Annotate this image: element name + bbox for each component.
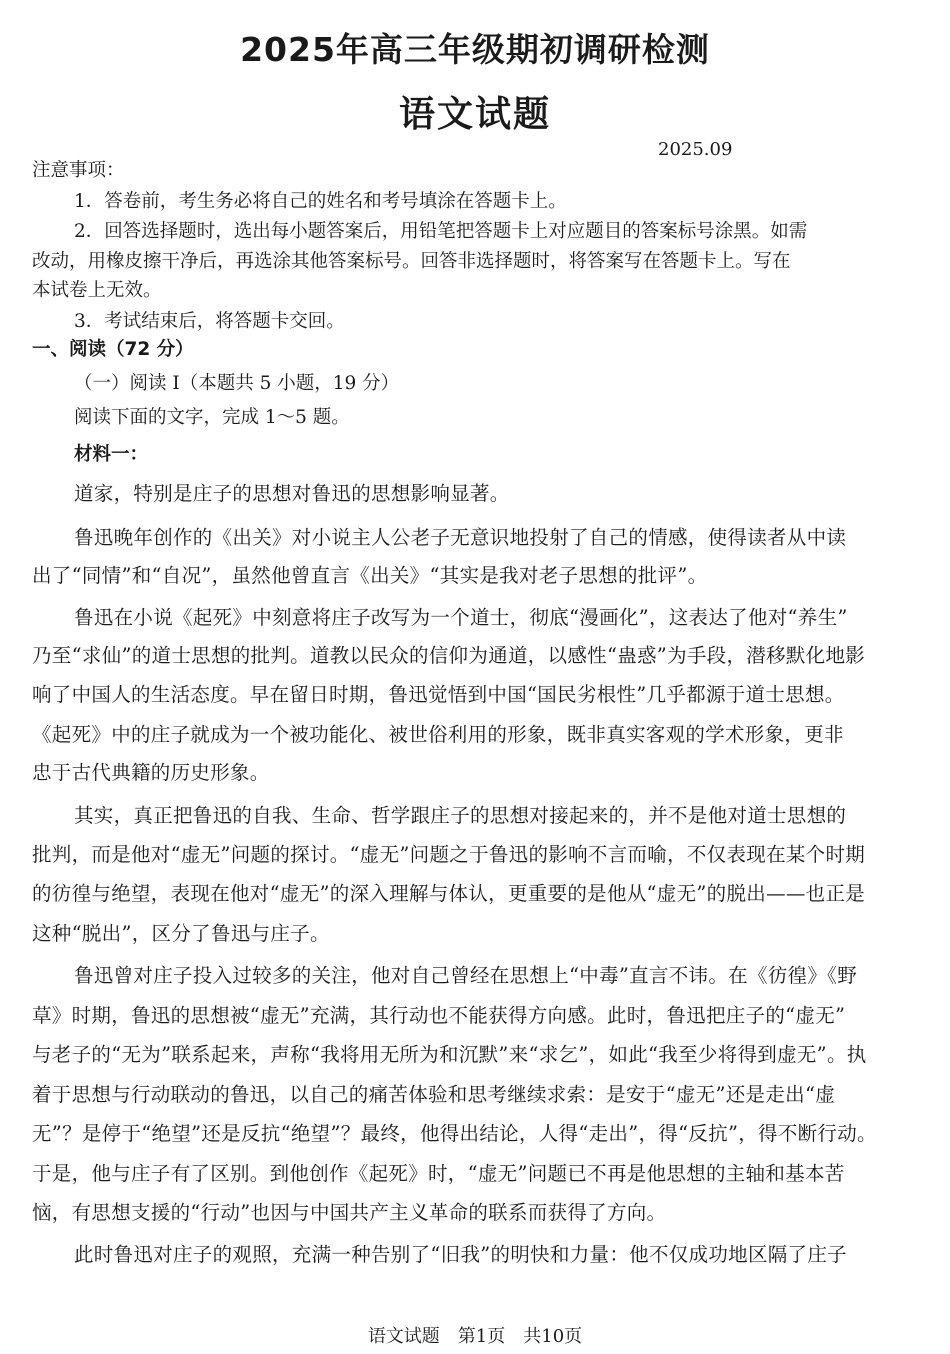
notice-heading: 注意事项：: [32, 160, 125, 181]
passage-line: 与老子的“无为”联系起来，声称“我将用无所为和沉默”来“求乞”，如此“我至少将得到虚无”。执: [32, 1043, 867, 1066]
subject-title: 语文试题: [398, 94, 551, 135]
exam-date: 2025.09: [658, 139, 733, 160]
passage-line: 此时鲁迅对庄子的观照，充满一种告别了“旧我”的明快和力量：他不仅成功地区隔了庄子: [74, 1243, 847, 1266]
section-subheading: （一）阅读 I（本题共 5 小题，19 分）: [74, 373, 400, 394]
passage-line: 恼，有思想支援的“行动”也因与中国共产主义革命的联系而获得了方向。: [32, 1201, 667, 1224]
passage-line: 鲁迅在小说《起死》中刻意将庄子改写为一个道士，彻底“漫画化”，这表达了他对“养生”: [74, 606, 848, 629]
passage-line: 的彷徨与绝望，表现在他对“虚无”的深入理解与体认，更重要的是他从“虚无”的脱出——也正是: [32, 882, 866, 905]
notice-line: 改动，用橡皮擦干净后，再选涂其他答案标号。回答非选择题时，将答案写在答题卡上。写在: [32, 251, 791, 272]
passage-line: 出了“同情”和“自况”，虽然他曾直言《出关》“其实是我对老子思想的批评”。: [32, 564, 708, 587]
passage-line: 无”？是停于“绝望”还是反抗“绝望”？最终，他得出结论，人得“走出”，得“反抗”，得不断行动。: [32, 1122, 877, 1145]
reading-instruction: 阅读下面的文字，完成 1～5 题。: [74, 407, 350, 428]
passage-line: 道家，特别是庄子的思想对鲁迅的思想影响显著。: [74, 482, 510, 505]
page-footer: 语文试题 第1页 共10页: [367, 1326, 583, 1347]
passage-line: 鲁迅曾对庄子投入过较多的关注，他对自己曾经在思想上“中毒”直言不讳。在《彷徨》《野: [74, 964, 857, 987]
exam-title: 2025年高三年级期初调研检测: [240, 30, 710, 69]
passage-line: 这种“脱出”，区分了鲁迅与庄子。: [32, 922, 330, 945]
notice-line: 2．回答选择题时，选出每小题答案后，用铅笔把答题卡上对应题目的答案标号涂黑。如需: [74, 221, 808, 242]
notice-line: 1．答卷前，考生务必将自己的姓名和考号填涂在答题卡上。: [74, 191, 567, 212]
section-heading: 一、阅读（72 分）: [32, 339, 194, 360]
notice-line: 3．考试结束后，将答题卡交回。: [74, 311, 345, 332]
passage-line: 鲁迅晚年创作的《出关》对小说主人公老子无意识地投射了自己的情感，使得读者从中读: [74, 526, 847, 549]
passage-line: 乃至“求仙”的道士思想的批判。道教以民众的信仰为通道，以感性“蛊惑”为手段，潜移默化地影: [32, 644, 866, 667]
passage-line: 批判，而是他对“虚无”问题的探讨。“虚无”问题之于鲁迅的影响不言而喻，不仅表现在某个时期: [32, 843, 866, 866]
passage-line: 响了中国人的生活态度。早在留日时期，鲁迅觉悟到中国“国民劣根性”几乎都源于道士思想。: [32, 683, 845, 706]
passage-line: 于是，他与庄子有了区别。到他创作《起死》时，“虚无”问题已不再是他思想的主轴和基本苦: [32, 1162, 845, 1185]
passage-line: 草》时期，鲁迅的思想被“虚无”充满，其行动也不能获得方向感。此时，鲁迅把庄子的“虚无”: [32, 1004, 846, 1027]
passage-line: 忠于古代典籍的历史形象。: [32, 761, 270, 784]
material-label: 材料一：: [74, 444, 149, 465]
notice-line: 本试卷上无效。: [32, 280, 162, 301]
passage-line: 其实，真正把鲁迅的自我、生命、哲学跟庄子的思想对接起来的，并不是他对道士思想的: [74, 804, 847, 827]
passage-line: 《起死》中的庄子就成为一个被功能化、被世俗利用的形象，既非真实客观的学术形象，更非: [32, 723, 844, 746]
passage-line: 着于思想与行动联动的鲁迅，以自己的痛苦体验和思考继续求索：是安于“虚无”还是走出“虚: [32, 1083, 836, 1106]
